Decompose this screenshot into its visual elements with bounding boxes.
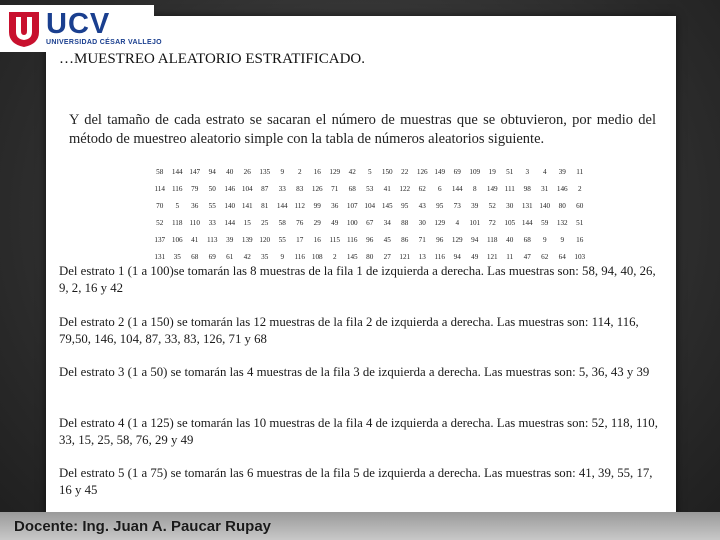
table-cell: 36: [191, 201, 199, 210]
table-cell: 141: [241, 201, 253, 210]
table-cell: 144: [521, 218, 533, 227]
table-cell: 146: [224, 184, 236, 193]
table-cell: 121: [399, 252, 411, 261]
table-cell: 41: [191, 235, 199, 244]
table-cell: 80: [366, 252, 374, 261]
table-cell: 39: [226, 235, 234, 244]
table-cell: 94: [208, 167, 216, 176]
table-cell: 11: [506, 252, 514, 261]
table-cell: 144: [171, 167, 183, 176]
table-cell: 22: [401, 167, 409, 176]
table-cell: 118: [171, 218, 183, 227]
table-cell: 16: [576, 235, 584, 244]
table-cell: 45: [383, 235, 391, 244]
table-cell: 122: [399, 184, 411, 193]
table-cell: 150: [381, 167, 393, 176]
table-cell: 8: [472, 184, 477, 193]
stratum-3-paragraph: Del estrato 3 (1 a 50) se tomarán las 4 muestras de la fila 3 de izquierda a derecha. Las muestras son: 5, 36, 43 y 39: [59, 365, 650, 379]
table-cell: 25: [261, 218, 269, 227]
table-cell: 121: [486, 252, 498, 261]
table-cell: 86: [401, 235, 409, 244]
table-row: [151, 180, 589, 197]
table-cell: 55: [208, 201, 216, 210]
table-cell: 59: [541, 218, 549, 227]
slide-title: …MUESTREO ALEATORIO ESTRATIFICADO.: [59, 51, 365, 67]
table-cell: 13: [418, 252, 426, 261]
table-cell: 64: [558, 252, 566, 261]
table-cell: 144: [451, 184, 463, 193]
table-cell: 72: [488, 218, 496, 227]
table-cell: 129: [329, 167, 341, 176]
table-cell: 2: [297, 167, 302, 176]
table-cell: 104: [364, 201, 376, 210]
table-cell: 87: [261, 184, 269, 193]
table-cell: 52: [488, 201, 496, 210]
table-cell: 5: [175, 201, 180, 210]
table-cell: 135: [259, 167, 271, 176]
table-cell: 145: [381, 201, 393, 210]
table-cell: 55: [278, 235, 286, 244]
table-cell: 4: [455, 218, 460, 227]
table-cell: 40: [506, 235, 514, 244]
table-cell: 60: [576, 201, 584, 210]
table-cell: 29: [313, 218, 321, 227]
table-cell: 42: [243, 252, 251, 261]
table-cell: 144: [276, 201, 288, 210]
table-cell: 68: [348, 184, 356, 193]
table-cell: 26: [243, 167, 251, 176]
table-cell: 101: [469, 218, 481, 227]
table-cell: 144: [224, 218, 236, 227]
table-cell: 129: [434, 218, 446, 227]
table-cell: 19: [488, 167, 496, 176]
table-cell: 42: [348, 167, 356, 176]
table-cell: 88: [401, 218, 409, 227]
table-cell: 9: [542, 235, 547, 244]
table-cell: 81: [261, 201, 269, 210]
table-cell: 145: [346, 252, 358, 261]
table-cell: 2: [577, 184, 582, 193]
random-numbers-table: [151, 163, 589, 265]
university-logo: [0, 5, 162, 52]
table-row: [151, 231, 589, 248]
stratum-4-paragraph: Del estrato 4 (1 a 125) se tomarán las 10 muestras de la fila 4 de izquierda a derecha. Las muestras son: 52, 118, 110, 33, 15, 25, 58, 76, 29 y 49: [59, 416, 658, 447]
table-cell: 6: [437, 184, 442, 193]
table-cell: 116: [434, 252, 445, 261]
table-cell: 107: [346, 201, 358, 210]
table-cell: 110: [189, 218, 200, 227]
table-cell: 149: [434, 167, 446, 176]
table-cell: 30: [418, 218, 426, 227]
table-cell: 109: [469, 167, 481, 176]
table-cell: 5: [367, 167, 372, 176]
table-cell: 129: [451, 235, 463, 244]
table-cell: 95: [401, 201, 409, 210]
table-cell: 51: [576, 218, 584, 227]
stratum-5-paragraph: Del estrato 5 (1 a 75) se tomarán las 6 muestras de la fila 5 de izquierda a derecha. Las muestras son: 41, 39, 55, 17, 16 y 45: [59, 466, 653, 497]
table-cell: 51: [506, 167, 514, 176]
table-cell: 16: [313, 167, 321, 176]
table-cell: 68: [523, 235, 531, 244]
table-cell: 126: [416, 167, 428, 176]
table-cell: 27: [383, 252, 391, 261]
table-cell: 106: [171, 235, 183, 244]
table-cell: 52: [156, 218, 164, 227]
table-cell: 47: [523, 252, 531, 261]
logo-subtitle: UNIVERSIDAD CÉSAR VALLEJO: [46, 39, 162, 46]
table-cell: 108: [311, 252, 323, 261]
table-cell: 76: [296, 218, 304, 227]
table-cell: 96: [436, 235, 444, 244]
table-cell: 62: [418, 184, 426, 193]
table-cell: 15: [243, 218, 251, 227]
table-cell: 147: [189, 167, 201, 176]
table-cell: 116: [294, 252, 305, 261]
table-cell: 94: [471, 235, 479, 244]
table-cell: 58: [278, 218, 286, 227]
table-cell: 33: [208, 218, 216, 227]
table-cell: 103: [574, 252, 586, 261]
table-cell: 49: [331, 218, 339, 227]
table-cell: 49: [471, 252, 479, 261]
table-cell: 113: [206, 235, 218, 244]
table-cell: 96: [366, 235, 374, 244]
table-cell: 9: [280, 252, 285, 261]
intro-paragraph: Y del tamaño de cada estrato se sacaran el número de muestras que se obtuvieron, por medio del método de muestreo aleatorio simple con la tabla de números aleatorios siguiente.: [69, 112, 656, 147]
stratum-1-paragraph: Del estrato 1 (1 a 100)se tomarán las 8 muestras de la fila 1 de izquierda a derecha. Las muestras son: 58, 94, 40, 26, 9, 2, 16 y 42: [59, 264, 656, 295]
table-cell: 41: [383, 184, 391, 193]
table-cell: 62: [541, 252, 549, 261]
table-cell: 34: [383, 218, 391, 227]
table-cell: 9: [560, 235, 565, 244]
table-cell: 105: [504, 218, 516, 227]
table-cell: 94: [453, 252, 461, 261]
table-cell: 53: [366, 184, 374, 193]
table-cell: 131: [154, 252, 166, 261]
table-cell: 79: [191, 184, 199, 193]
table-cell: 131: [521, 201, 533, 210]
table-cell: 116: [171, 184, 183, 193]
table-cell: 139: [241, 235, 253, 244]
table-cell: 149: [486, 184, 498, 193]
table-cell: 3: [525, 167, 530, 176]
table-cell: 80: [558, 201, 566, 210]
table-cell: 43: [418, 201, 426, 210]
table-cell: 50: [208, 184, 216, 193]
table-row: [151, 163, 589, 180]
table-cell: 140: [539, 201, 551, 210]
table-cell: 118: [486, 235, 498, 244]
table-cell: 67: [366, 218, 374, 227]
table-cell: 99: [313, 201, 321, 210]
table-cell: 61: [226, 252, 234, 261]
table-cell: 95: [436, 201, 444, 210]
table-cell: 100: [346, 218, 358, 227]
table-cell: 58: [156, 167, 164, 176]
ucv-emblem-icon: [7, 10, 41, 48]
table-cell: 11: [576, 167, 584, 176]
table-cell: 69: [453, 167, 461, 176]
logo-wordmark: UCV: [46, 8, 111, 40]
table-cell: 39: [471, 201, 479, 210]
table-cell: 69: [208, 252, 216, 261]
table-cell: 83: [296, 184, 304, 193]
table-cell: 35: [261, 252, 269, 261]
table-row: [151, 214, 589, 231]
table-cell: 114: [154, 184, 165, 193]
table-cell: 71: [331, 184, 339, 193]
table-cell: 16: [313, 235, 321, 244]
table-cell: 70: [156, 201, 164, 210]
table-cell: 111: [504, 184, 515, 193]
table-cell: 146: [556, 184, 568, 193]
stratum-2-paragraph: Del estrato 2 (1 a 150) se tomarán las 12 muestras de la fila 2 de izquierda a derecha. Las muestras son: 114, 116, 79,50, 146, 104, 87, 33, 83, 126, 71 y 68: [59, 315, 639, 346]
table-cell: 71: [418, 235, 426, 244]
table-cell: 17: [296, 235, 304, 244]
table-cell: 98: [523, 184, 531, 193]
table-cell: 4: [542, 167, 547, 176]
table-cell: 39: [558, 167, 566, 176]
table-cell: 120: [259, 235, 271, 244]
table-cell: 36: [331, 201, 339, 210]
table-cell: 40: [226, 167, 234, 176]
table-cell: 104: [241, 184, 253, 193]
table-cell: 35: [173, 252, 181, 261]
table-cell: 73: [453, 201, 461, 210]
table-cell: 33: [278, 184, 286, 193]
table-cell: 137: [154, 235, 166, 244]
footer-teacher: Docente: Ing. Juan A. Paucar Rupay: [14, 518, 271, 535]
table-cell: 2: [332, 252, 337, 261]
table-cell: 126: [311, 184, 323, 193]
table-cell: 132: [556, 218, 568, 227]
table-cell: 9: [280, 167, 285, 176]
table-cell: 140: [224, 201, 236, 210]
table-cell: 31: [541, 184, 549, 193]
table-cell: 112: [294, 201, 305, 210]
table-row: [151, 197, 589, 214]
table-cell: 68: [191, 252, 199, 261]
table-cell: 30: [506, 201, 514, 210]
table-cell: 115: [329, 235, 340, 244]
table-cell: 116: [346, 235, 358, 244]
